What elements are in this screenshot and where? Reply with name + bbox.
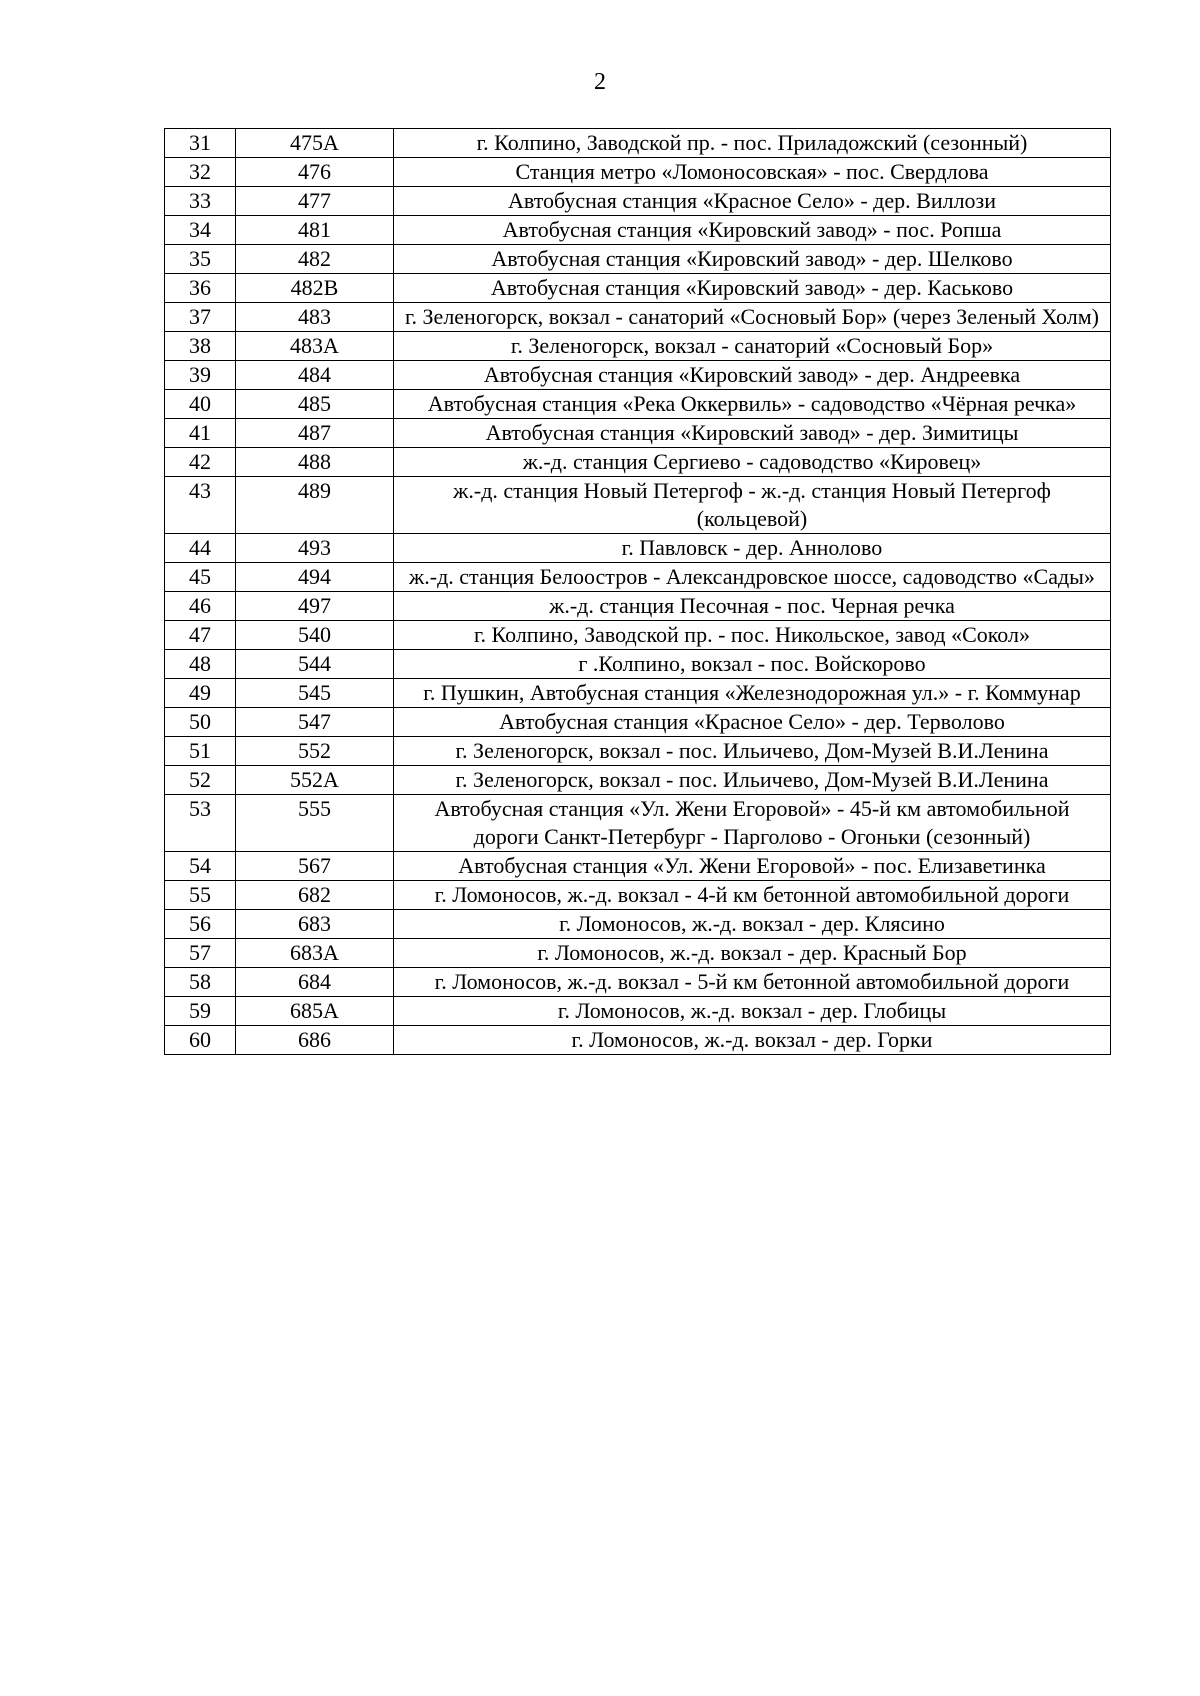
route-description-cell: г. Зеленогорск, вокзал - санаторий «Сосновый Бор» bbox=[394, 332, 1111, 361]
route-description-cell: г. Пушкин, Автобусная станция «Железнодорожная ул.» - г. Коммунар bbox=[394, 679, 1111, 708]
route-number-cell: 483 bbox=[236, 303, 394, 332]
route-description-cell: г. Зеленогорск, вокзал - пос. Ильичево, Дом-Музей В.И.Ленина bbox=[394, 737, 1111, 766]
route-description-cell: Автобусная станция «Кировский завод» - пос. Ропша bbox=[394, 216, 1111, 245]
route-number-cell: 686 bbox=[236, 1026, 394, 1055]
row-number-cell: 40 bbox=[165, 390, 236, 419]
route-description-cell: Автобусная станция «Кировский завод» - дер. Шелково bbox=[394, 245, 1111, 274]
route-description-cell: Автобусная станция «Ул. Жени Егоровой» - 45-й км автомобильной дороги Санкт-Петербург - Парголово - Огоньки (сезонный) bbox=[394, 795, 1111, 852]
route-description-cell: г. Ломоносов, ж.-д. вокзал - дер. Красный Бор bbox=[394, 939, 1111, 968]
table-row bbox=[165, 563, 1111, 592]
row-number-cell: 41 bbox=[165, 419, 236, 448]
table-row bbox=[165, 910, 1111, 939]
table-row bbox=[165, 881, 1111, 910]
route-number-cell: 475А bbox=[236, 129, 394, 158]
table-row bbox=[165, 795, 1111, 852]
table-row bbox=[165, 708, 1111, 737]
table-row bbox=[165, 274, 1111, 303]
page-number: 2 bbox=[594, 69, 606, 95]
row-number-cell: 32 bbox=[165, 158, 236, 187]
route-description-cell: Автобусная станция «Кировский завод» - дер. Андреевка bbox=[394, 361, 1111, 390]
row-number-cell: 53 bbox=[165, 795, 236, 852]
row-number-cell: 52 bbox=[165, 766, 236, 795]
table-row bbox=[165, 1026, 1111, 1055]
routes-table-body bbox=[165, 129, 1111, 1055]
route-description-cell: Станция метро «Ломоносовская» - пос. Свердлова bbox=[394, 158, 1111, 187]
table-row bbox=[165, 737, 1111, 766]
route-number-cell: 489 bbox=[236, 477, 394, 534]
route-description-cell: г. Ломоносов, ж.-д. вокзал - дер. Горки bbox=[394, 1026, 1111, 1055]
table-row bbox=[165, 477, 1111, 534]
table-row bbox=[165, 534, 1111, 563]
route-number-cell: 481 bbox=[236, 216, 394, 245]
row-number-cell: 49 bbox=[165, 679, 236, 708]
table-row bbox=[165, 419, 1111, 448]
table-row bbox=[165, 997, 1111, 1026]
route-number-cell: 484 bbox=[236, 361, 394, 390]
route-description-cell: г. Павловск - дер. Аннолово bbox=[394, 534, 1111, 563]
route-number-cell: 552А bbox=[236, 766, 394, 795]
route-description-cell: г. Колпино, Заводской пр. - пос. Приладожский (сезонный) bbox=[394, 129, 1111, 158]
row-number-cell: 42 bbox=[165, 448, 236, 477]
row-number-cell: 36 bbox=[165, 274, 236, 303]
table-row bbox=[165, 650, 1111, 679]
route-number-cell: 685А bbox=[236, 997, 394, 1026]
table-row bbox=[165, 939, 1111, 968]
route-number-cell: 497 bbox=[236, 592, 394, 621]
table-row bbox=[165, 187, 1111, 216]
route-description-cell: Автобусная станция «Красное Село» - дер. Терволово bbox=[394, 708, 1111, 737]
row-number-cell: 43 bbox=[165, 477, 236, 534]
route-description-cell: г .Колпино, вокзал - пос. Войскорово bbox=[394, 650, 1111, 679]
table-row bbox=[165, 852, 1111, 881]
route-number-cell: 487 bbox=[236, 419, 394, 448]
row-number-cell: 57 bbox=[165, 939, 236, 968]
route-description-cell: ж.-д. станция Новый Петергоф - ж.-д. станция Новый Петергоф (кольцевой) bbox=[394, 477, 1111, 534]
row-number-cell: 35 bbox=[165, 245, 236, 274]
row-number-cell: 37 bbox=[165, 303, 236, 332]
table-row bbox=[165, 303, 1111, 332]
row-number-cell: 38 bbox=[165, 332, 236, 361]
route-description-cell: г. Ломоносов, ж.-д. вокзал - дер. Клясино bbox=[394, 910, 1111, 939]
route-number-cell: 682 bbox=[236, 881, 394, 910]
route-number-cell: 482 bbox=[236, 245, 394, 274]
table-row bbox=[165, 158, 1111, 187]
table-row bbox=[165, 390, 1111, 419]
route-number-cell: 683А bbox=[236, 939, 394, 968]
row-number-cell: 31 bbox=[165, 129, 236, 158]
row-number-cell: 54 bbox=[165, 852, 236, 881]
route-number-cell: 476 bbox=[236, 158, 394, 187]
route-description-cell: г. Ломоносов, ж.-д. вокзал - 5-й км бетонной автомобильной дороги bbox=[394, 968, 1111, 997]
row-number-cell: 46 bbox=[165, 592, 236, 621]
route-number-cell: 477 bbox=[236, 187, 394, 216]
route-number-cell: 567 bbox=[236, 852, 394, 881]
table-row bbox=[165, 766, 1111, 795]
row-number-cell: 55 bbox=[165, 881, 236, 910]
route-description-cell: г. Зеленогорск, вокзал - санаторий «Сосновый Бор» (через Зеленый Холм) bbox=[394, 303, 1111, 332]
route-number-cell: 552 bbox=[236, 737, 394, 766]
row-number-cell: 56 bbox=[165, 910, 236, 939]
row-number-cell: 50 bbox=[165, 708, 236, 737]
route-description-cell: г. Ломоносов, ж.-д. вокзал - 4-й км бетонной автомобильной дороги bbox=[394, 881, 1111, 910]
route-description-cell: г. Ломоносов, ж.-д. вокзал - дер. Глобицы bbox=[394, 997, 1111, 1026]
table-row bbox=[165, 332, 1111, 361]
row-number-cell: 39 bbox=[165, 361, 236, 390]
route-number-cell: 683 bbox=[236, 910, 394, 939]
row-number-cell: 59 bbox=[165, 997, 236, 1026]
route-number-cell: 488 bbox=[236, 448, 394, 477]
route-number-cell: 545 bbox=[236, 679, 394, 708]
table-row bbox=[165, 361, 1111, 390]
table-row bbox=[165, 968, 1111, 997]
table-row bbox=[165, 129, 1111, 158]
route-description-cell: ж.-д. станция Сергиево - садоводство «Кировец» bbox=[394, 448, 1111, 477]
route-number-cell: 547 bbox=[236, 708, 394, 737]
route-description-cell: г. Колпино, Заводской пр. - пос. Никольское, завод «Сокол» bbox=[394, 621, 1111, 650]
route-description-cell: Автобусная станция «Ул. Жени Егоровой» - пос. Елизаветинка bbox=[394, 852, 1111, 881]
row-number-cell: 60 bbox=[165, 1026, 236, 1055]
row-number-cell: 47 bbox=[165, 621, 236, 650]
route-number-cell: 485 bbox=[236, 390, 394, 419]
table-row bbox=[165, 679, 1111, 708]
route-number-cell: 684 bbox=[236, 968, 394, 997]
route-number-cell: 544 bbox=[236, 650, 394, 679]
table-row bbox=[165, 448, 1111, 477]
route-description-cell: Автобусная станция «Река Оккервиль» - садоводство «Чёрная речка» bbox=[394, 390, 1111, 419]
row-number-cell: 51 bbox=[165, 737, 236, 766]
row-number-cell: 34 bbox=[165, 216, 236, 245]
route-number-cell: 482В bbox=[236, 274, 394, 303]
route-description-cell: Автобусная станция «Кировский завод» - дер. Каськово bbox=[394, 274, 1111, 303]
table-row bbox=[165, 245, 1111, 274]
route-number-cell: 483А bbox=[236, 332, 394, 361]
row-number-cell: 44 bbox=[165, 534, 236, 563]
route-description-cell: Автобусная станция «Красное Село» - дер. Виллози bbox=[394, 187, 1111, 216]
table-row bbox=[165, 592, 1111, 621]
table-row bbox=[165, 216, 1111, 245]
route-number-cell: 494 bbox=[236, 563, 394, 592]
table-row bbox=[165, 621, 1111, 650]
route-description-cell: ж.-д. станция Песочная - пос. Черная речка bbox=[394, 592, 1111, 621]
route-description-cell: Автобусная станция «Кировский завод» - дер. Зимитицы bbox=[394, 419, 1111, 448]
route-description-cell: ж.-д. станция Белоостров - Александровское шоссе, садоводство «Сады» bbox=[394, 563, 1111, 592]
row-number-cell: 45 bbox=[165, 563, 236, 592]
route-number-cell: 555 bbox=[236, 795, 394, 852]
route-number-cell: 493 bbox=[236, 534, 394, 563]
routes-table bbox=[164, 128, 1111, 1055]
row-number-cell: 33 bbox=[165, 187, 236, 216]
row-number-cell: 58 bbox=[165, 968, 236, 997]
route-number-cell: 540 bbox=[236, 621, 394, 650]
row-number-cell: 48 bbox=[165, 650, 236, 679]
route-description-cell: г. Зеленогорск, вокзал - пос. Ильичево, Дом-Музей В.И.Ленина bbox=[394, 766, 1111, 795]
